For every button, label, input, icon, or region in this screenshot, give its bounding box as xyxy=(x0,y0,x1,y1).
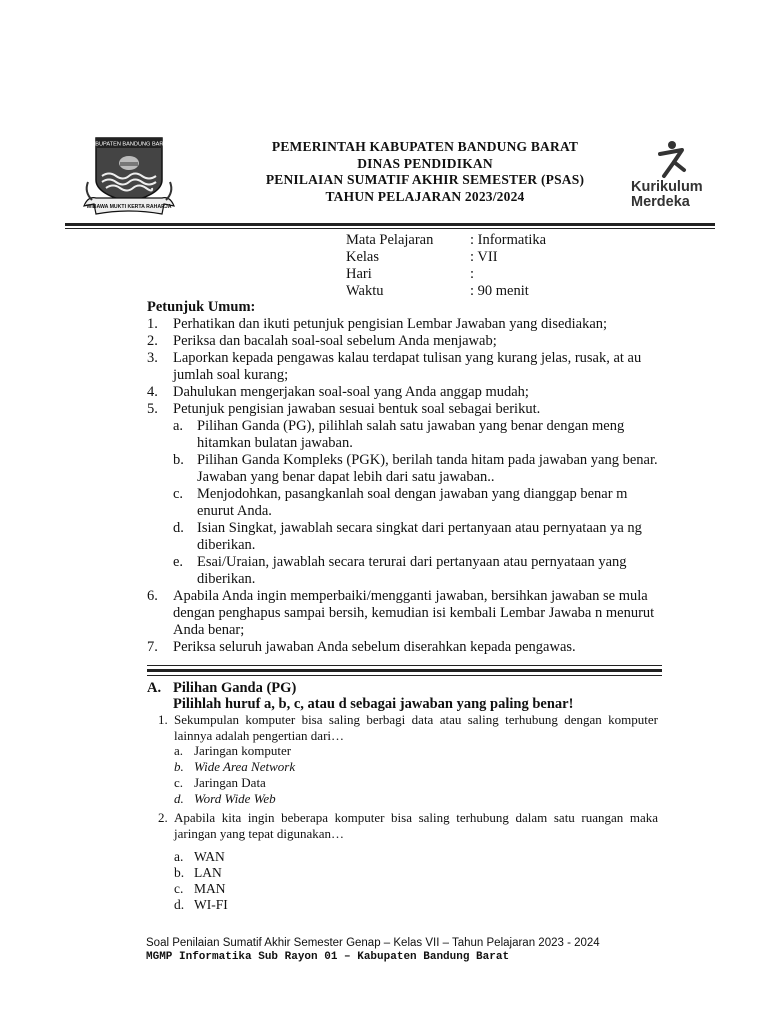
sub-item-text: Pilihan Ganda (PG), pilihlah salah satu jawaban yang benar dengan meng hitamkan bulatan jawaban. xyxy=(197,418,625,451)
crest-top-text: KABUPATEN BANDUNG BARAT xyxy=(87,141,171,148)
info-row xyxy=(346,266,546,283)
option-letter: d. xyxy=(174,897,185,912)
option-text: WAN xyxy=(194,849,225,864)
question-text: Apabila kita ingin beberapa komputer bisa saling terhubung dalam satu ruangan maka jaringan yang tepat digunakan… xyxy=(174,810,658,841)
info-value: : xyxy=(470,266,475,282)
instruction-sub-item xyxy=(147,486,659,520)
answer-option xyxy=(174,865,658,881)
instruction-text: Petunjuk pengisian jawaban sesuai bentuk soal sebagai berikut. xyxy=(173,401,541,417)
header-rule-thick xyxy=(65,223,715,226)
letterhead-line: DINAS PENDIDIKAN xyxy=(357,155,493,171)
sub-item-letter: a. xyxy=(173,418,184,434)
section-divider xyxy=(147,675,662,676)
question-text: Sekumpulan komputer bisa saling berbagi data atau saling terhubung dengan komputer lainnya adalah pengertian dari… xyxy=(174,712,658,743)
exam-info-table xyxy=(346,232,546,300)
instruction-text: Dahulukan mengerjakan soal-soal yang Anda anggap mudah; xyxy=(173,384,529,400)
question-2 xyxy=(158,810,658,913)
sub-item-letter: e. xyxy=(173,554,184,570)
option-text: LAN xyxy=(194,865,222,880)
section-a-instruction: Pilihlah huruf a, b, c, atau d sebagai jawaban yang paling benar! xyxy=(173,696,574,712)
instruction-number: 4. xyxy=(147,384,158,400)
option-letter: a. xyxy=(174,743,184,758)
letterhead-title xyxy=(190,139,660,205)
info-label: Mata Pelajaran xyxy=(346,232,434,248)
regency-crest-logo xyxy=(82,136,176,220)
instruction-sub-item xyxy=(147,520,659,554)
instruction-text: Laporkan kepada pengawas kalau terdapat tulisan yang kurang jelas, rusak, at au jumlah soal kurang; xyxy=(173,350,642,383)
logo-text-kurikulum: Kurikulum xyxy=(631,179,703,195)
info-label: Kelas xyxy=(346,249,380,265)
option-text: Jaringan Data xyxy=(194,775,266,790)
answer-option xyxy=(174,849,658,865)
instruction-item xyxy=(147,316,659,333)
instruction-sub-item xyxy=(147,452,659,486)
answer-option xyxy=(174,775,658,791)
section-divider xyxy=(147,669,662,672)
option-letter: c. xyxy=(174,881,184,896)
question-1 xyxy=(158,712,658,807)
sub-item-letter: d. xyxy=(173,520,184,536)
info-row xyxy=(346,249,546,266)
answer-option xyxy=(174,897,658,913)
sub-item-text: Isian Singkat, jawablah secara singkat dari pertanyaan atau pernyataan ya ng diberikan. xyxy=(197,520,642,553)
option-text: MAN xyxy=(194,881,226,896)
instruction-number: 7. xyxy=(147,639,158,655)
info-value: : 90 menit xyxy=(470,283,529,299)
answer-option xyxy=(174,791,658,807)
option-text: WI-FI xyxy=(194,897,228,912)
header-rule-thin xyxy=(65,228,715,229)
logo-text-merdeka: Merdeka xyxy=(631,194,690,210)
option-letter: c. xyxy=(174,775,184,790)
option-text: Word Wide Web xyxy=(194,791,276,806)
instruction-number: 3. xyxy=(147,350,158,366)
section-number: A. xyxy=(147,680,162,696)
instructions-heading: Petunjuk Umum: xyxy=(147,299,256,315)
letterhead-line: PENILAIAN SUMATIF AKHIR SEMESTER (PSAS) xyxy=(265,172,585,187)
info-label: Waktu xyxy=(346,283,384,299)
instruction-text: Periksa dan bacalah soal-soal sebelum Anda menjawab; xyxy=(173,333,497,349)
instruction-item xyxy=(147,639,659,656)
answer-option xyxy=(174,743,658,759)
option-letter: b. xyxy=(174,865,185,880)
instruction-item xyxy=(147,384,659,401)
crest-ribbon-text: WIBAWA MUKTI KERTA RAHARJA xyxy=(86,204,172,210)
instruction-item xyxy=(147,401,659,418)
instruction-text: Apabila Anda ingin memperbaiki/mengganti jawaban, bersihkan jawaban se mula dengan penghapus sampai bersih, kemudian isi kembali Lembar Jawaba n menurut Anda benar; xyxy=(173,588,655,638)
letterhead-line: PEMERINTAH KABUPATEN BANDUNG BARAT xyxy=(271,139,579,154)
kurikulum-merdeka-logo xyxy=(628,140,728,214)
instruction-sub-item xyxy=(147,554,659,588)
instruction-item xyxy=(147,350,659,384)
instruction-number: 2. xyxy=(147,333,158,349)
info-label: Hari xyxy=(346,266,372,282)
instructions-list xyxy=(147,316,659,656)
footer-exam-title: Soal Penilaian Sumatif Akhir Semester Genap – Kelas VII – Tahun Pelajaran 2023 - 2024 xyxy=(146,937,600,949)
section-divider xyxy=(147,665,662,666)
letterhead-line: TAHUN PELAJARAN 2023/2024 xyxy=(325,188,525,204)
instruction-number: 1. xyxy=(147,316,158,332)
sub-item-text: Esai/Uraian, jawablah secara terurai dari pertanyaan atau pernyataan yang diberikan. xyxy=(197,554,627,587)
instruction-item xyxy=(147,333,659,350)
option-letter: a. xyxy=(174,849,184,864)
instruction-number: 5. xyxy=(147,401,158,417)
option-text: Wide Area Network xyxy=(194,759,296,774)
option-letter: d. xyxy=(174,791,184,806)
sub-item-text: Menjodohkan, pasangkanlah soal dengan jawaban yang dianggap benar m enurut Anda. xyxy=(197,486,628,519)
answer-option xyxy=(174,881,658,897)
section-title: Pilihan Ganda (PG) xyxy=(173,680,297,696)
sub-item-letter: b. xyxy=(173,452,184,468)
instruction-number: 6. xyxy=(147,588,158,604)
running-figure-icon xyxy=(650,140,710,180)
question-number: 1. xyxy=(158,712,168,727)
footer-organizer: MGMP Informatika Sub Rayon 01 – Kabupaten Bandung Barat xyxy=(146,951,510,963)
info-row xyxy=(346,232,546,249)
sub-item-letter: c. xyxy=(173,486,184,502)
instruction-text: Perhatikan dan ikuti petunjuk pengisian Lembar Jawaban yang disediakan; xyxy=(173,316,608,332)
question-number: 2. xyxy=(158,810,168,825)
info-value: : VII xyxy=(470,249,498,265)
answer-option xyxy=(174,759,658,775)
info-row xyxy=(346,283,546,300)
instruction-sub-item xyxy=(147,418,659,452)
option-letter: b. xyxy=(174,759,184,774)
instruction-text: Periksa seluruh jawaban Anda sebelum diserahkan kepada pengawas. xyxy=(173,639,576,655)
section-a-heading xyxy=(147,680,296,697)
option-text: Jaringan komputer xyxy=(194,743,292,758)
sub-item-text: Pilihan Ganda Kompleks (PGK), berilah tanda hitam pada jawaban yang benar. Jawaban yang benar dapat lebih dari satu jawaban.. xyxy=(197,452,658,485)
info-value: : Informatika xyxy=(470,232,547,248)
instruction-item xyxy=(147,588,659,639)
